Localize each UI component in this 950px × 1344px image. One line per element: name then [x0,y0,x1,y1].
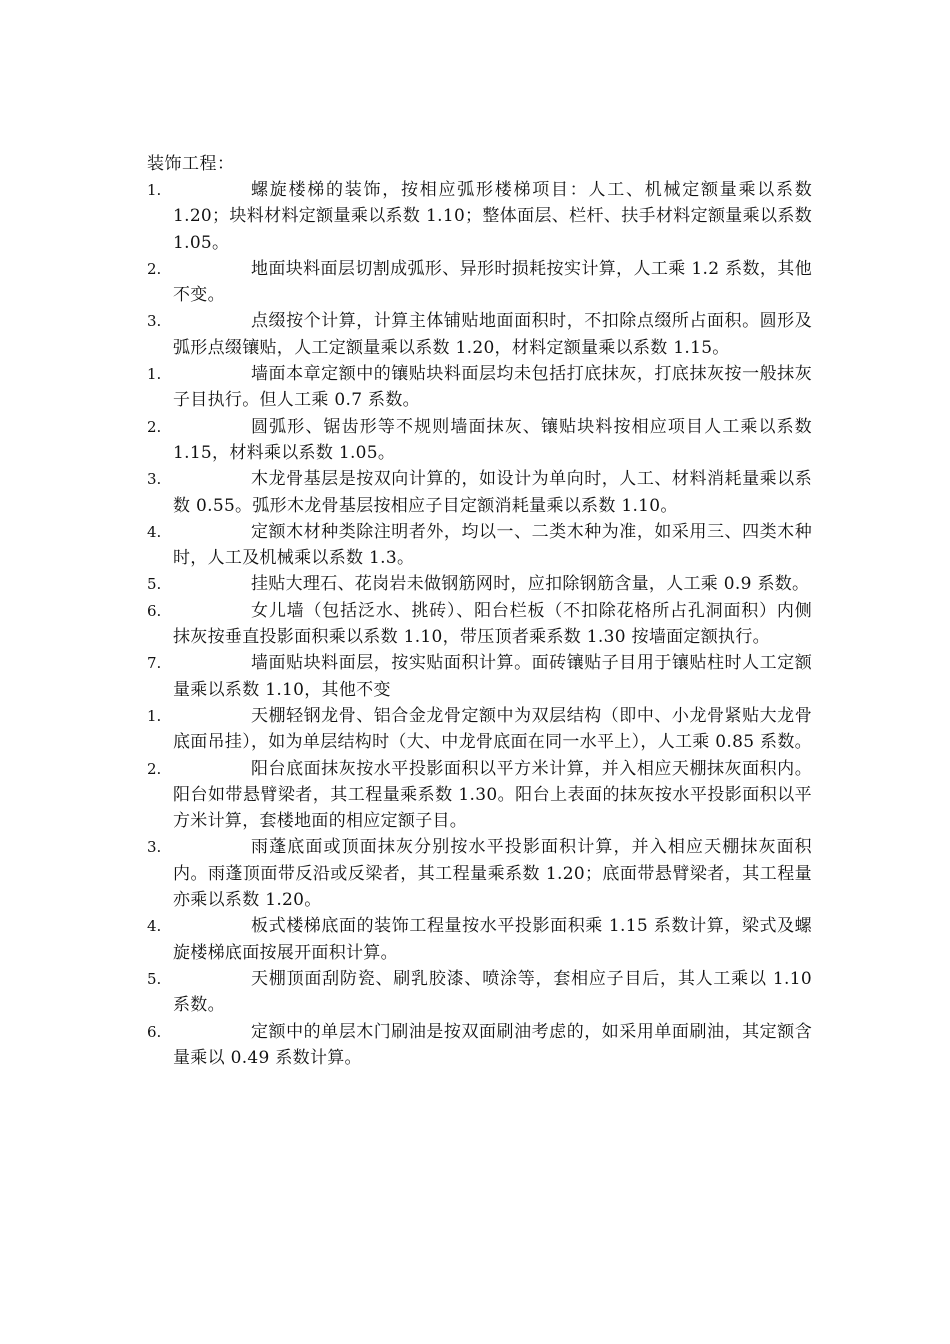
item-number: 7. [147,654,162,673]
item-text: 地面块料面层切割成弧形、异形时损耗按实计算，人工乘 1.2 系数，其他不变。 [173,258,812,306]
list-item [147,913,812,966]
item-number: 3. [147,312,162,331]
list-item [147,466,812,519]
item-number: 1. [147,706,162,725]
item-text: 木龙骨基层是按双向计算的，如设计为单向时，人工、材料消耗量乘以系数 0.55。弧形木龙骨基层按相应子目定额消耗量乘以系数 1.10。 [173,469,812,516]
item-text: 天棚轻钢龙骨、铝合金龙骨定额中为双层结构（即中、小龙骨紧贴大龙骨底面吊挂），如为单层结构时（大、中龙骨底面在同一水平上），人工乘 0.85 系数。 [173,705,812,753]
item-number: 4. [147,917,162,936]
item-number: 6. [147,601,162,620]
item-number: 1. [147,181,162,199]
item-text: 女儿墙（包括泛水、挑砖）、阳台栏板（不扣除花格所占孔洞面积）内侧抹灰按垂直投影面积乘以系数 1.10，带压顶者乘系数 1.30 按墙面定额执行。 [173,600,812,648]
item-number: 3. [147,470,162,489]
list-item [147,571,812,597]
list-item [147,966,812,1019]
item-text: 天棚顶面刮防瓷、刷乳胶漆、喷涂等，套相应子目后，其人工乘以 1.10 系数。 [173,968,812,1016]
list-item [147,414,812,467]
item-number: 5. [147,969,162,988]
item-text: 墙面本章定额中的镶贴块料面层均未包括打底抹灰，打底抹灰按一般抹灰子目执行。但人工乘 0.7 系数。 [173,364,812,411]
list-item [147,177,812,256]
item-number: 3. [147,838,162,857]
item-number: 1. [147,365,162,384]
item-number: 5. [147,575,162,594]
list-item [147,361,812,414]
item-text: 定额木材种类除注明者外，均以一、二类木种为准，如采用三、四类木种时，人工及机械乘以系数 1.3。 [173,521,812,569]
item-number: 2. [147,417,162,436]
item-text: 点缀按个计算，计算主体铺贴地面面积时，不扣除点缀所占面积。圆形及弧形点缀镶贴，人工定额量乘以系数 1.20，材料定额量乘以系数 1.15。 [173,311,812,358]
item-number: 4. [147,522,162,541]
list-item [147,598,812,651]
item-text: 定额中的单层木门刷油是按双面刷油考虑的，如采用单面刷油，其定额含量乘以 0.49 系数计算。 [173,1021,812,1068]
item-number: 6. [147,1022,162,1041]
list-item [147,519,812,572]
item-text: 阳台底面抹灰按水平投影面积以平方米计算，并入相应天棚抹灰面积内。阳台如带悬臂梁者，其工程量乘系数 1.30。阳台上表面的抹灰按水平投影面积以平方米计算，套楼地面的相应定额子目。 [173,758,812,832]
list-item [147,756,812,835]
rules-list [147,177,812,1071]
item-number: 2. [147,259,162,278]
list-item [147,834,812,913]
item-text: 板式楼梯底面的装饰工程量按水平投影面积乘 1.15 系数计算，梁式及螺旋楼梯底面按展开面积计算。 [173,916,812,963]
item-text: 螺旋楼梯的装饰，按相应弧形楼梯项目：人工、机械定额量乘以系数 1.20；块料材料定额量乘以系数 1.10；整体面层、栏杆、扶手材料定额量乘以系数 1.05。 [173,180,812,253]
list-item [147,1019,812,1072]
item-text: 雨蓬底面或顶面抹灰分别按水平投影面积计算，并入相应天棚抹灰面积内。雨蓬顶面带反沿或反梁者，其工程量乘系数 1.20；底面带悬臂梁者，其工程量亦乘以系数 1.20。 [173,837,812,911]
item-text: 挂贴大理石、花岗岩未做钢筋网时，应扣除钢筋含量，人工乘 0.9 系数。 [251,574,810,595]
item-text: 圆弧形、锯齿形等不规则墙面抹灰、镶贴块料按相应项目人工乘以系数 1.15，材料乘以系数 1.05。 [173,416,812,463]
section-heading: 装饰工程： [147,154,235,174]
list-item [147,650,812,703]
list-item [147,308,812,361]
list-item [147,256,812,309]
list-item [147,703,812,756]
item-text: 墙面贴块料面层，按实贴面积计算。面砖镶贴子目用于镶贴柱时人工定额量乘以系数 1.10，其他不变 [173,653,812,700]
item-number: 2. [147,759,162,778]
